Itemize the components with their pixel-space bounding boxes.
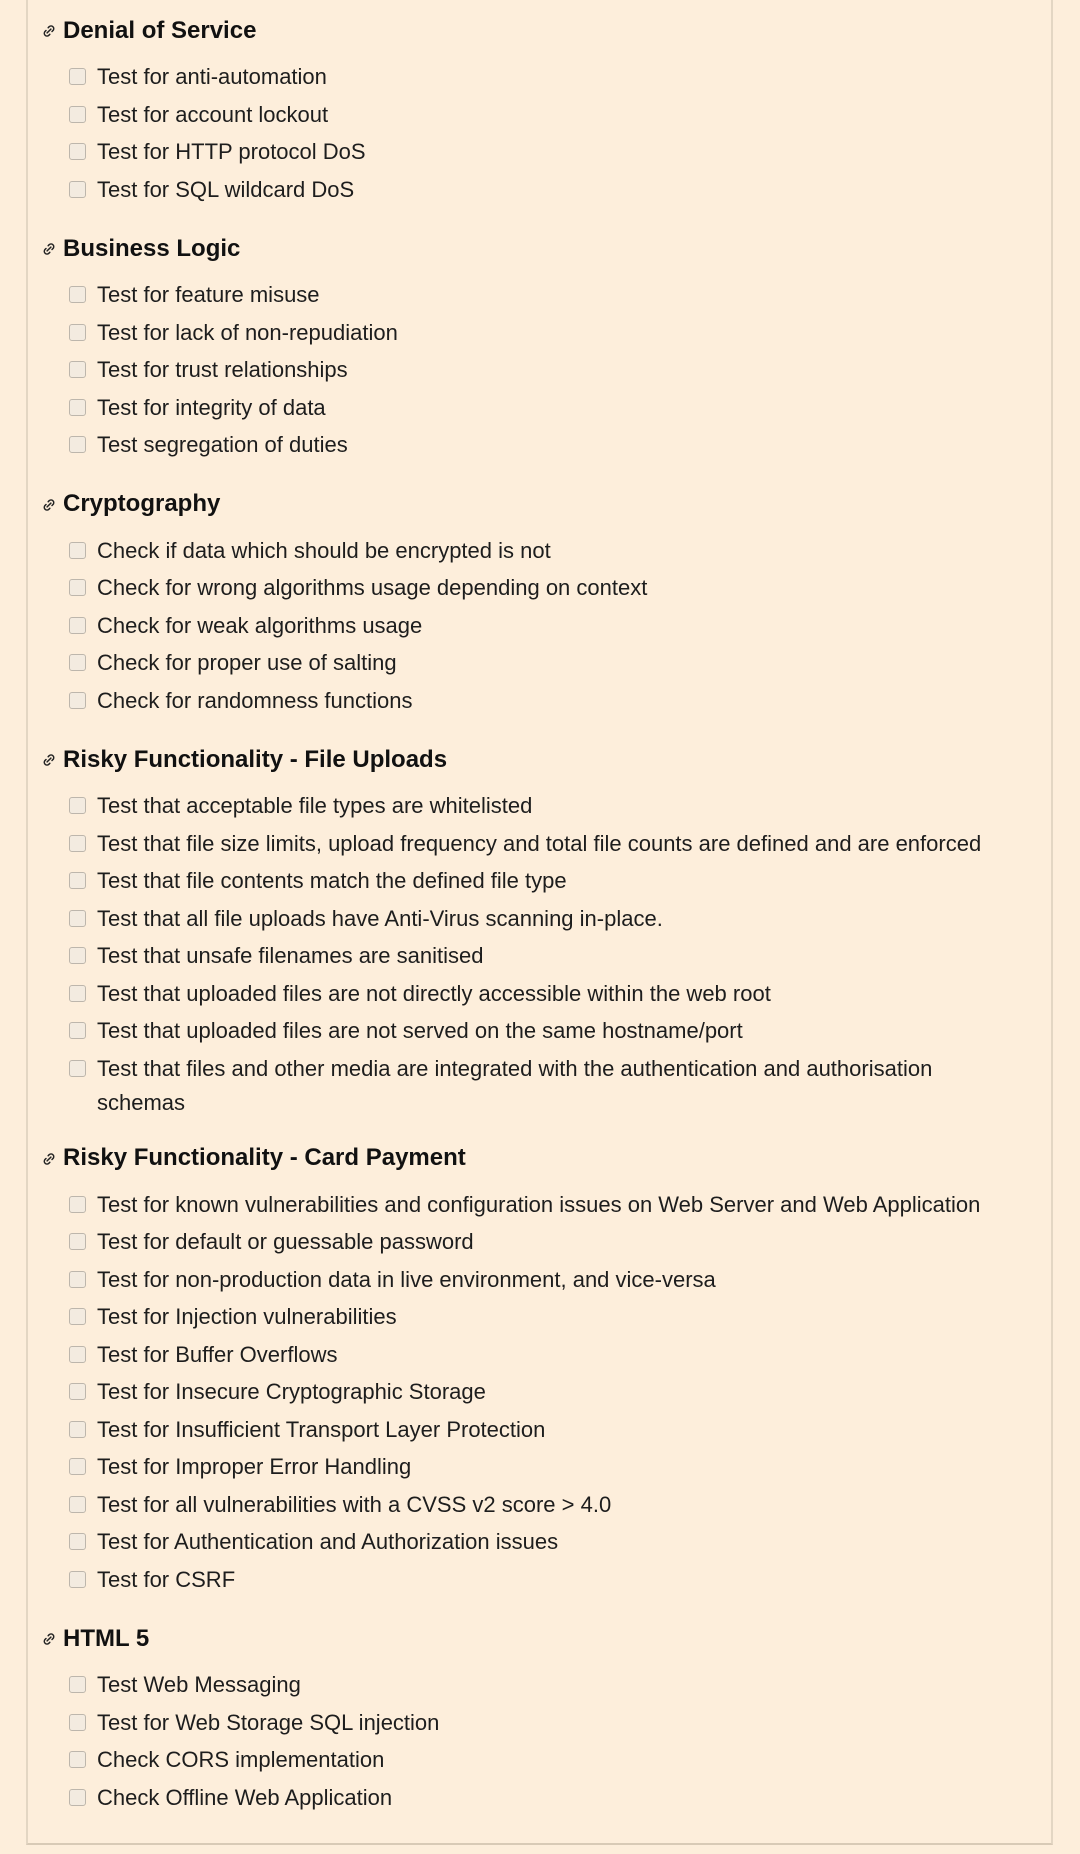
task-checkbox[interactable] <box>69 542 86 559</box>
task-label: Test that uploaded files are not served on the same hostname/port <box>97 1018 743 1043</box>
task-item <box>69 977 1040 1015</box>
task-list <box>40 534 1040 722</box>
task-item <box>69 864 1040 902</box>
task-checkbox[interactable] <box>69 361 86 378</box>
task-label: Check CORS implementation <box>97 1747 385 1772</box>
task-label: Test for anti-automation <box>97 64 327 89</box>
task-item <box>69 1225 1040 1263</box>
link-icon[interactable] <box>40 240 58 258</box>
task-label: Test for all vulnerabilities with a CVSS v2 score > 4.0 <box>97 1491 612 1517</box>
task-checkbox[interactable] <box>69 910 86 927</box>
task-label: Test for lack of non-repudiation <box>97 319 398 345</box>
section-cryptography <box>40 488 1040 722</box>
task-item <box>69 684 1040 722</box>
section-title: Cryptography <box>63 490 221 518</box>
task-item <box>69 316 1040 354</box>
task-checkbox[interactable] <box>69 1346 86 1363</box>
task-checkbox[interactable] <box>69 143 86 160</box>
section-title: Risky Functionality - File Uploads <box>63 745 448 773</box>
task-checkbox[interactable] <box>69 286 86 303</box>
task-label: Check for proper use of salting <box>97 650 397 675</box>
task-label: Test that file size limits, upload frequency and total file counts are defined and are enforced <box>97 830 982 856</box>
section-header <box>40 488 1040 522</box>
task-checkbox[interactable] <box>69 835 86 852</box>
security-checklist <box>40 14 1040 1840</box>
task-label: Check for wrong algorithms usage depending on context <box>97 575 648 600</box>
task-checkbox[interactable] <box>69 1571 86 1588</box>
task-label: Check for weak algorithms usage <box>97 612 423 638</box>
task-item <box>69 939 1040 977</box>
task-label: Test for Authentication and Authorization issues <box>97 1529 559 1554</box>
task-label: Test for known vulnerabilities and configuration issues on Web Server and Web Application <box>97 1191 981 1217</box>
task-checkbox[interactable] <box>69 1022 86 1039</box>
task-item <box>69 98 1040 136</box>
section-risky-functionality-card-payment <box>40 1142 1040 1601</box>
task-item <box>69 135 1040 173</box>
task-item <box>69 1263 1040 1301</box>
link-icon[interactable] <box>40 22 58 40</box>
task-item <box>69 1052 1040 1120</box>
task-checkbox[interactable] <box>69 68 86 85</box>
task-item <box>69 1300 1040 1338</box>
task-checkbox[interactable] <box>69 1751 86 1768</box>
section-header <box>40 1142 1040 1176</box>
task-checkbox[interactable] <box>69 1533 86 1550</box>
task-checkbox[interactable] <box>69 399 86 416</box>
task-item <box>69 391 1040 429</box>
task-label: Test for default or guessable password <box>97 1229 474 1254</box>
task-label: Test for HTTP protocol DoS <box>97 139 366 164</box>
task-item <box>69 1781 1040 1819</box>
task-item <box>69 609 1040 647</box>
section-header <box>40 1622 1040 1656</box>
task-label: Test for CSRF <box>97 1566 236 1592</box>
section-header <box>40 743 1040 777</box>
task-label: Test that uploaded files are not directly accessible within the web root <box>97 980 771 1006</box>
task-checkbox[interactable] <box>69 579 86 596</box>
task-checkbox[interactable] <box>69 324 86 341</box>
task-item <box>69 1563 1040 1601</box>
task-list <box>40 1188 1040 1601</box>
task-checkbox[interactable] <box>69 1196 86 1213</box>
task-checkbox[interactable] <box>69 436 86 453</box>
link-icon[interactable] <box>40 751 58 769</box>
task-checkbox[interactable] <box>69 947 86 964</box>
task-item <box>69 1014 1040 1052</box>
task-checkbox[interactable] <box>69 985 86 1002</box>
task-list <box>40 1668 1040 1818</box>
task-label: Test for feature misuse <box>97 282 320 307</box>
link-icon[interactable] <box>40 496 58 514</box>
task-item <box>69 60 1040 98</box>
task-checkbox[interactable] <box>69 106 86 123</box>
task-list <box>40 278 1040 466</box>
task-checkbox[interactable] <box>69 1233 86 1250</box>
task-item <box>69 1188 1040 1226</box>
section-denial-of-service <box>40 14 1040 210</box>
task-list <box>40 789 1040 1120</box>
task-label: Test for integrity of data <box>97 394 326 420</box>
section-title: Risky Functionality - Card Payment <box>63 1144 466 1172</box>
task-label: Test for trust relationships <box>97 357 348 382</box>
task-label: Test for non-production data in live environment, and vice-versa <box>97 1266 716 1292</box>
task-label: Check if data which should be encrypted is not <box>97 537 551 563</box>
task-item <box>69 827 1040 865</box>
task-label: Test for SQL wildcard DoS <box>97 176 355 202</box>
task-item <box>69 1706 1040 1744</box>
task-checkbox[interactable] <box>69 1714 86 1731</box>
link-icon[interactable] <box>40 1150 58 1168</box>
task-item <box>69 1488 1040 1526</box>
task-checkbox[interactable] <box>69 1421 86 1438</box>
task-item <box>69 173 1040 211</box>
task-label: Test for Injection vulnerabilities <box>97 1304 397 1329</box>
task-label: Test for Insufficient Transport Layer Protection <box>97 1416 546 1442</box>
task-checkbox[interactable] <box>69 1383 86 1400</box>
section-html-5 <box>40 1622 1040 1818</box>
task-checkbox[interactable] <box>69 872 86 889</box>
task-label: Test segregation of duties <box>97 432 348 457</box>
task-item <box>69 1743 1040 1781</box>
section-header <box>40 232 1040 266</box>
task-checkbox[interactable] <box>69 797 86 814</box>
task-label: Test that acceptable file types are whitelisted <box>97 793 533 818</box>
task-label: Check Offline Web Application <box>97 1784 393 1810</box>
task-item <box>69 1338 1040 1376</box>
task-item <box>69 1413 1040 1451</box>
task-item <box>69 1668 1040 1706</box>
task-list <box>40 60 1040 210</box>
task-item <box>69 789 1040 827</box>
task-label: Test for Buffer Overflows <box>97 1341 338 1367</box>
task-item <box>69 1375 1040 1413</box>
task-checkbox[interactable] <box>69 1308 86 1325</box>
task-item <box>69 1525 1040 1563</box>
task-item <box>69 428 1040 466</box>
task-label: Test that all file uploads have Anti-Virus scanning in-place. <box>97 905 663 931</box>
task-item <box>69 534 1040 572</box>
task-checkbox[interactable] <box>69 1496 86 1513</box>
task-checkbox[interactable] <box>69 1789 86 1806</box>
link-icon[interactable] <box>40 1630 58 1648</box>
section-title: HTML 5 <box>63 1624 150 1652</box>
task-item <box>69 278 1040 316</box>
task-checkbox[interactable] <box>69 654 86 671</box>
task-item <box>69 646 1040 684</box>
section-risky-functionality-file-uploads <box>40 743 1040 1120</box>
task-label: Test that file contents match the defined file type <box>97 868 567 893</box>
task-checkbox[interactable] <box>69 181 86 198</box>
task-checkbox[interactable] <box>69 1676 86 1693</box>
task-label: Test for Improper Error Handling <box>97 1454 412 1479</box>
task-checkbox[interactable] <box>69 1271 86 1288</box>
task-item <box>69 353 1040 391</box>
task-item <box>69 571 1040 609</box>
section-business-logic <box>40 232 1040 466</box>
task-label: Test Web Messaging <box>97 1672 301 1697</box>
task-item <box>69 1450 1040 1488</box>
task-label: Test for Insecure Cryptographic Storage <box>97 1379 486 1404</box>
task-label: Test that unsafe filenames are sanitised <box>97 943 484 968</box>
task-checkbox[interactable] <box>69 1060 86 1077</box>
section-header <box>40 14 1040 48</box>
task-checkbox[interactable] <box>69 692 86 709</box>
task-label: Check for randomness functions <box>97 687 413 713</box>
task-checkbox[interactable] <box>69 617 86 634</box>
section-title: Business Logic <box>63 234 241 262</box>
section-title: Denial of Service <box>63 16 257 44</box>
task-item <box>69 902 1040 940</box>
task-label: Test for account lockout <box>97 101 329 127</box>
task-label: Test for Web Storage SQL injection <box>97 1709 440 1735</box>
task-checkbox[interactable] <box>69 1458 86 1475</box>
task-label: Test that files and other media are integrated with the authentication and authorisation schemas <box>97 1055 933 1115</box>
